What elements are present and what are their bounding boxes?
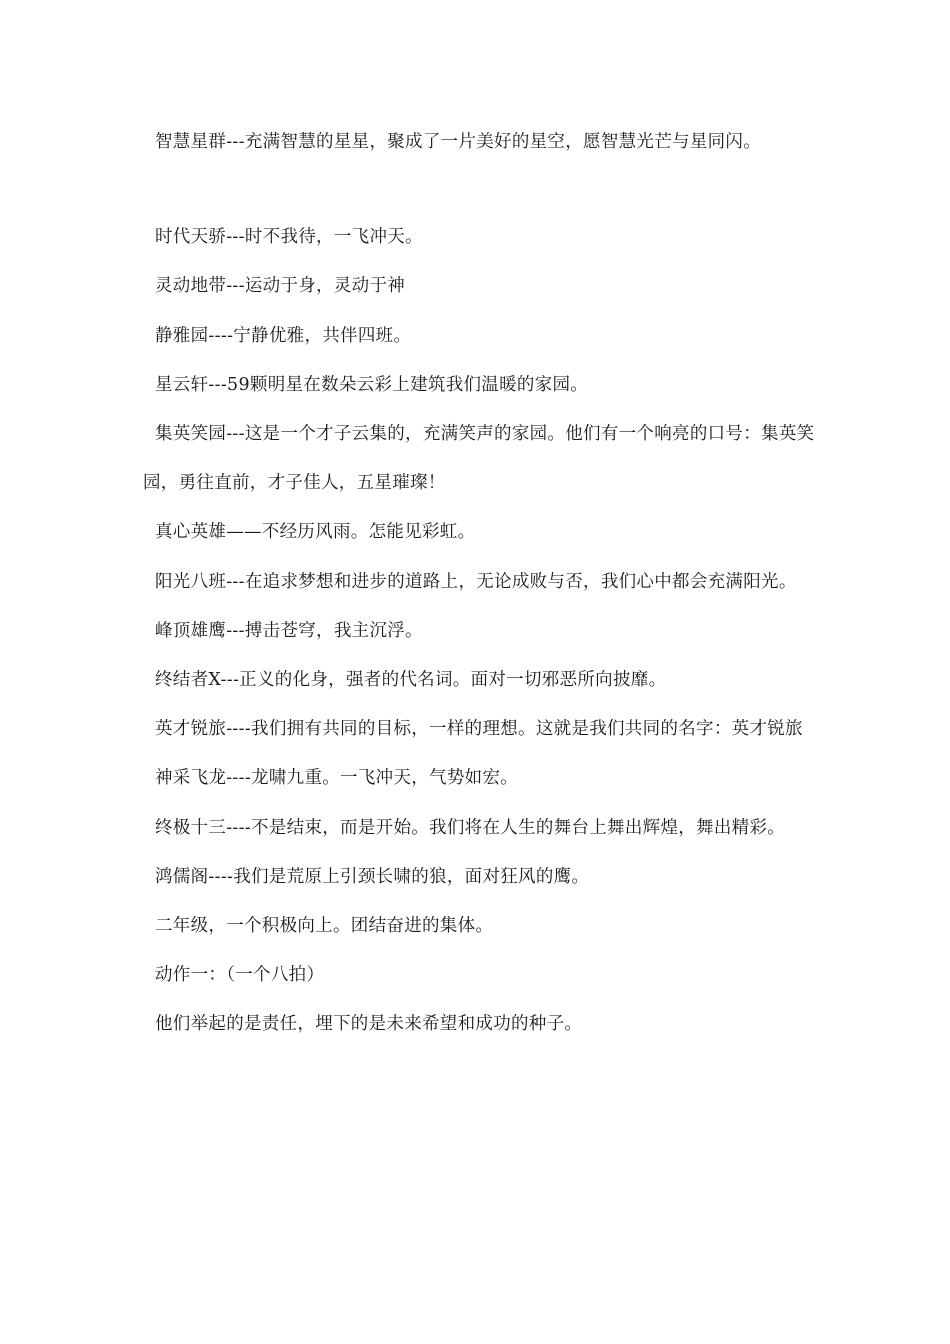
paragraph-zhenxin-yingxiong: 真心英雄——不经历风雨。怎能见彩虹。	[155, 522, 476, 543]
paragraph-shidai-tianjiao: 时代天骄---时不我待，一飞冲天。	[155, 227, 423, 248]
paragraph-yangguang-baban: 阳光八班---在追求梦想和进步的道路上，无论成败与否，我们心中都会充满阳光。	[155, 571, 797, 592]
paragraph-xingyun-xuan: 星云轩---59颗明星在数朵云彩上建筑我们温暖的家园。	[155, 374, 589, 395]
paragraph-zeren-xiwang: 他们举起的是责任，埋下的是未来希望和成功的种子。	[155, 1014, 583, 1035]
paragraph-er-nianji: 二年级，一个积极向上。团结奋进的集体。	[155, 916, 494, 937]
paragraph-zhongji-shisan: 终极十三----不是结束，而是开始。我们将在人生的舞台上舞出辉煌，舞出精彩。	[155, 817, 786, 838]
paragraph-jingya-yuan: 静雅园----宁静优雅，共伴四班。	[155, 325, 412, 346]
paragraph-zhihui-xingqun: 智慧星群---充满智慧的星星，聚成了一片美好的星空，愿智慧光芒与星同闪。	[155, 132, 762, 152]
paragraph-lingdong-didai: 灵动地带---运动于身，灵动于神	[155, 276, 406, 297]
paragraph-dongzuo-yi: 动作一：（一个八拍）	[155, 965, 325, 986]
paragraph-hongru-ge: 鸿儒阁----我们是荒原上引颈长啸的狼，面对狂风的鹰。	[155, 866, 590, 887]
paragraph-fengding-xiongying: 峰顶雄鹰---搏击苍穹，我主沉浮。	[155, 620, 423, 641]
paragraph-zhongjiezhe-x: 终结者X---正义的化身，强者的代名词。面对一切邪恶所向披靡。	[155, 670, 667, 691]
paragraph-yingcai-ruilv: 英才锐旅----我们拥有共同的目标，一样的理想。这就是我们共同的名字：英才锐旅	[155, 719, 803, 740]
document-body	[143, 118, 833, 1050]
paragraph-jiying-xiaoyuan: 集英笑园---这是一个才子云集的，充满笑声的家园。他们有一个响亮的口号：集英笑园，勇往直前，才子佳人，五星璀璨！	[143, 424, 815, 494]
paragraph-shencai-feilong: 神采飞龙----龙啸九重。一飞冲天，气势如宏。	[155, 768, 519, 789]
